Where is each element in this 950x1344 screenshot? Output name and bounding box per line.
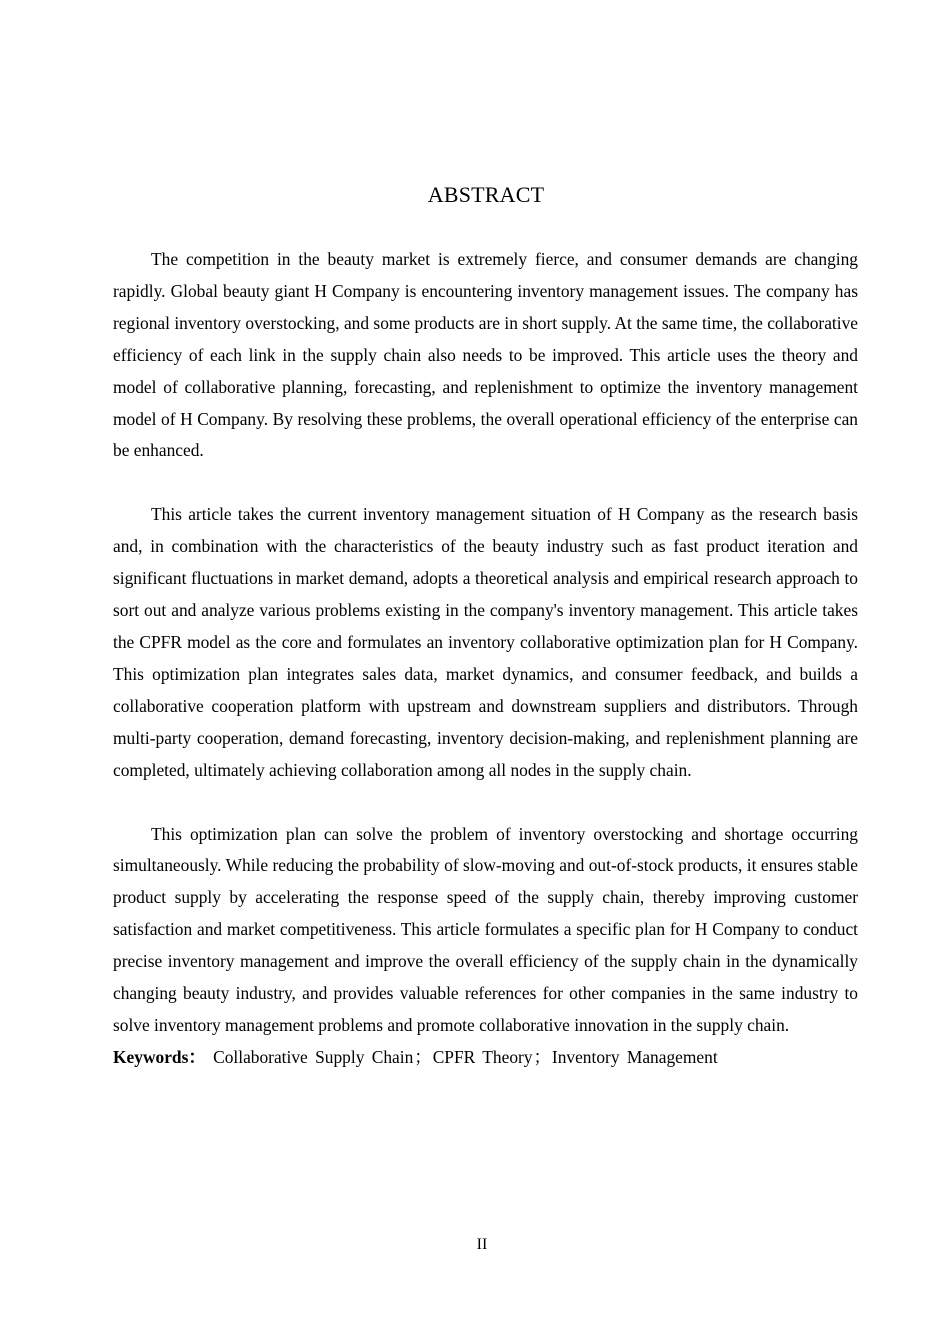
abstract-paragraph-2: This article takes the current inventory management situation of H Company as the research basis and, in combination with the characteristics of the beauty industry such as fast product iteration and significant fluctuations in market demand, adopts a theoretical analysis and empirical research approach to sort out and analyze various problems existing in the company's inventory management. This article takes the CPFR model as the core and formulates an inventory collaborative optimization plan for H Company. This optimization plan integrates sales data, market dynamics, and consumer feedback, and builds a collaborative cooperation platform with upstream and downstream suppliers and distributors. Through multi-party cooperation, demand forecasting, inventory decision-making, and replenishment planning are completed, ultimately achieving collaboration among all nodes in the supply chain.	[113, 504, 858, 780]
keyword-item: Inventory Management	[551, 1046, 718, 1067]
paragraph-spacer	[113, 467, 858, 499]
paragraph-spacer	[113, 787, 858, 819]
abstract-paragraph-1: The competition in the beauty market is extremely fierce, and consumer demands are changing rapidly. Global beauty giant H Company is encountering inventory management issues. The company has regional inventory overstocking, and some products are in short supply. At the same time, the collaborative efficiency of each link in the supply chain also needs to be improved. This article uses the theory and model of collaborative planning, forecasting, and replenishment to optimize the inventory management model of H Company. By resolving these problems, the overall operational efficiency of the enterprise can be enhanced.	[113, 249, 858, 461]
abstract-title: ABSTRACT	[427, 182, 545, 207]
abstract-body	[113, 244, 858, 1074]
keyword-separator: ；	[414, 1046, 432, 1067]
keyword-item: CPFR Theory	[432, 1046, 533, 1067]
keywords-label: Keywords：	[113, 1046, 206, 1067]
keywords-line	[113, 1042, 858, 1074]
page-number: II	[476, 1236, 488, 1253]
keyword-separator: ；	[533, 1046, 551, 1067]
abstract-paragraph-3: This optimization plan can solve the problem of inventory overstocking and shortage occurring simultaneously. While reducing the probability of slow-moving and out-of-stock products, it ensures stable product supply by accelerating the response speed of the supply chain, thereby improving customer satisfaction and market competitiveness. This article formulates a specific plan for H Company to conduct precise inventory management and improve the overall efficiency of the supply chain in the dynamically changing beauty industry, and provides valuable references for other companies in the same industry to solve inventory management problems and promote collaborative innovation in the supply chain.	[113, 823, 858, 1035]
keyword-item: Collaborative Supply Chain	[213, 1046, 414, 1067]
